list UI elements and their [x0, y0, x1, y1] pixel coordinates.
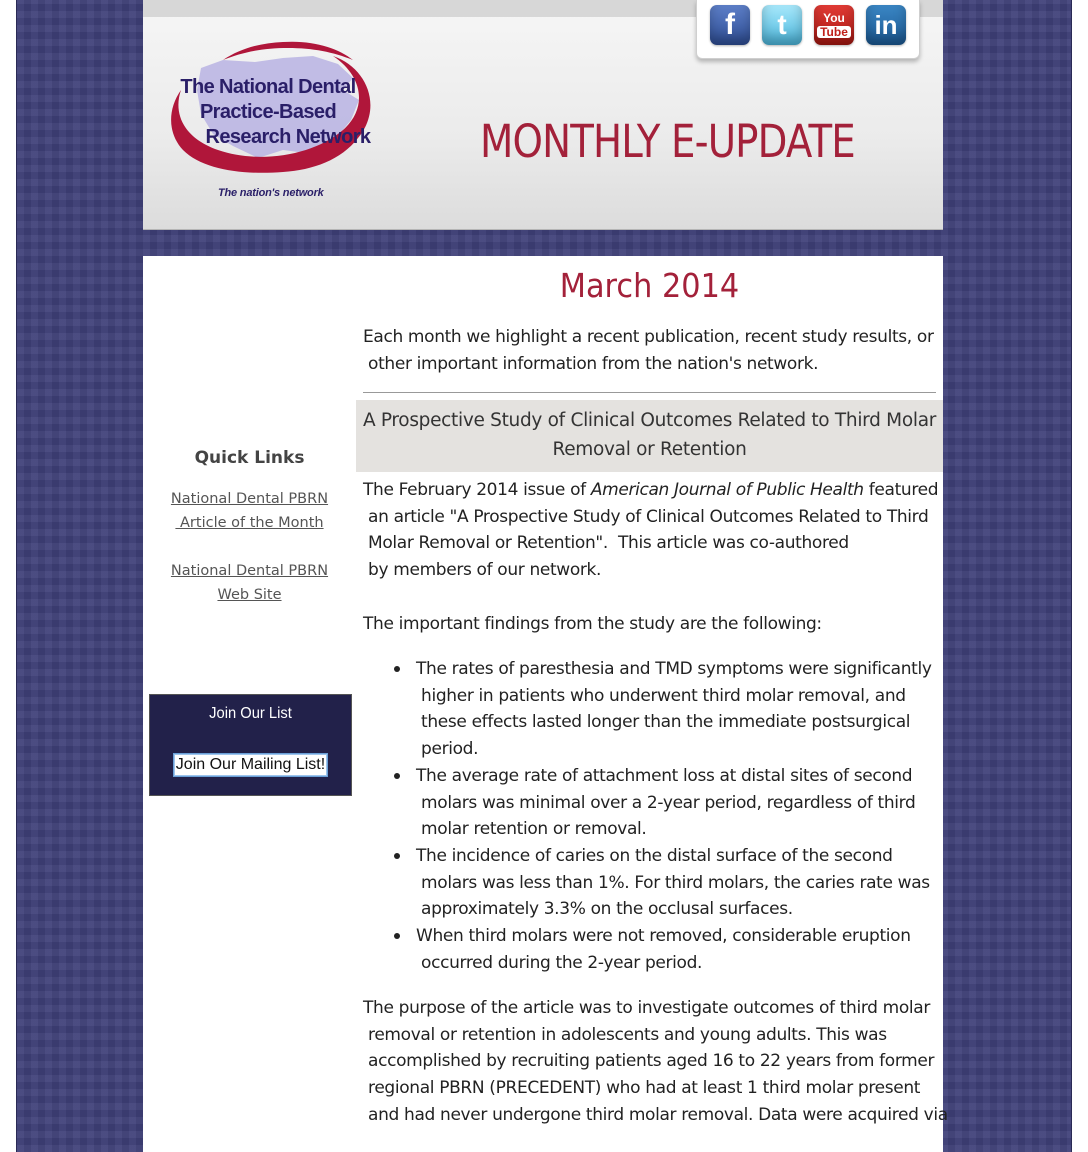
lead-suffix: featured — [863, 480, 939, 500]
bullet-icon — [394, 853, 400, 859]
logo-tagline: The nation's network — [218, 187, 324, 199]
logo-line-1: The National Dental — [180, 76, 356, 98]
article-title-banner — [356, 400, 943, 472]
social-links-panel — [696, 0, 920, 59]
quick-link-web-site[interactable]: National Dental PBRN Web Site — [170, 563, 329, 603]
finding-text: The average rate of attachment loss at distal sites of second molars was minimal over a 2-year period, regardless of third molar retention or removal. — [416, 766, 916, 840]
sidebar — [143, 256, 356, 1152]
logo-line-2: Practice-Based — [199, 101, 337, 123]
purpose-paragraph: The purpose of the article was to investigate outcomes of third molar removal or retention in adolescents and young adults. This was accomplished by recruiting patients aged 16 to 22 years from former regional PBRN (PRECEDENT) who had at least 1 third molar present and had never undergone third molar removal. Data were acquired via — [363, 998, 948, 1125]
facebook-glyph: f — [725, 8, 735, 41]
finding-text: The rates of paresthesia and TMD symptoms were significantly higher in patients who underwent third molar removal, and these effects lasted longer than the immediate postsurgical period. — [416, 659, 932, 760]
article-title: A Prospective Study of Clinical Outcomes Related to Third Molar Removal or Retention — [362, 410, 937, 460]
quick-links-title: Quick Links — [194, 448, 305, 468]
facebook-icon[interactable] — [710, 5, 750, 45]
finding-text: When third molars were not removed, considerable eruption occurred during the 2-year period. — [416, 926, 911, 973]
lead-rest: an article "A Prospective Study of Clinical Outcomes Related to Third Molar Removal or Retention". This article was co-authored by members of our network. — [368, 506, 929, 581]
main-column — [356, 256, 948, 1152]
lead-paragraph — [363, 477, 943, 584]
issue-date: March 2014 — [559, 266, 740, 305]
content-area — [143, 256, 948, 1152]
join-mailing-list-button[interactable]: Join Our Mailing List! — [173, 753, 328, 777]
newsletter-title: MONTHLY E-UPDATE — [480, 115, 855, 168]
linkedin-icon[interactable] — [866, 5, 906, 45]
join-list-box — [149, 694, 352, 796]
logo-text — [163, 75, 373, 150]
twitter-glyph: t — [777, 9, 787, 40]
twitter-icon[interactable] — [762, 5, 802, 45]
divider — [363, 392, 936, 393]
bullet-icon — [394, 933, 400, 939]
join-list-title: Join Our List — [209, 705, 292, 722]
lead-prefix: The February 2014 issue of — [363, 480, 591, 500]
linkedin-glyph: in — [874, 9, 898, 40]
intro-paragraph: Each month we highlight a recent publication, recent study results, or other important information from the nation's network. — [363, 327, 934, 374]
bullet-icon — [394, 773, 400, 779]
findings-intro: The important findings from the study are the following: — [363, 614, 822, 634]
journal-name: American Journal of Public Health — [590, 480, 864, 500]
network-logo[interactable] — [163, 38, 383, 208]
youtube-icon[interactable] — [814, 5, 854, 45]
youtube-glyph-top: You — [823, 11, 845, 25]
finding-text: The incidence of caries on the distal surface of the second molars was less than 1%. For third molars, the caries rate was approximately 3.3% on the occlusal surfaces. — [416, 846, 930, 920]
logo-line-3: Research Network — [205, 126, 371, 148]
youtube-glyph-bottom: Tube — [817, 26, 851, 38]
quick-link-article-of-month[interactable]: National Dental PBRN Article of the Month — [170, 491, 329, 531]
bullet-icon — [394, 666, 400, 672]
